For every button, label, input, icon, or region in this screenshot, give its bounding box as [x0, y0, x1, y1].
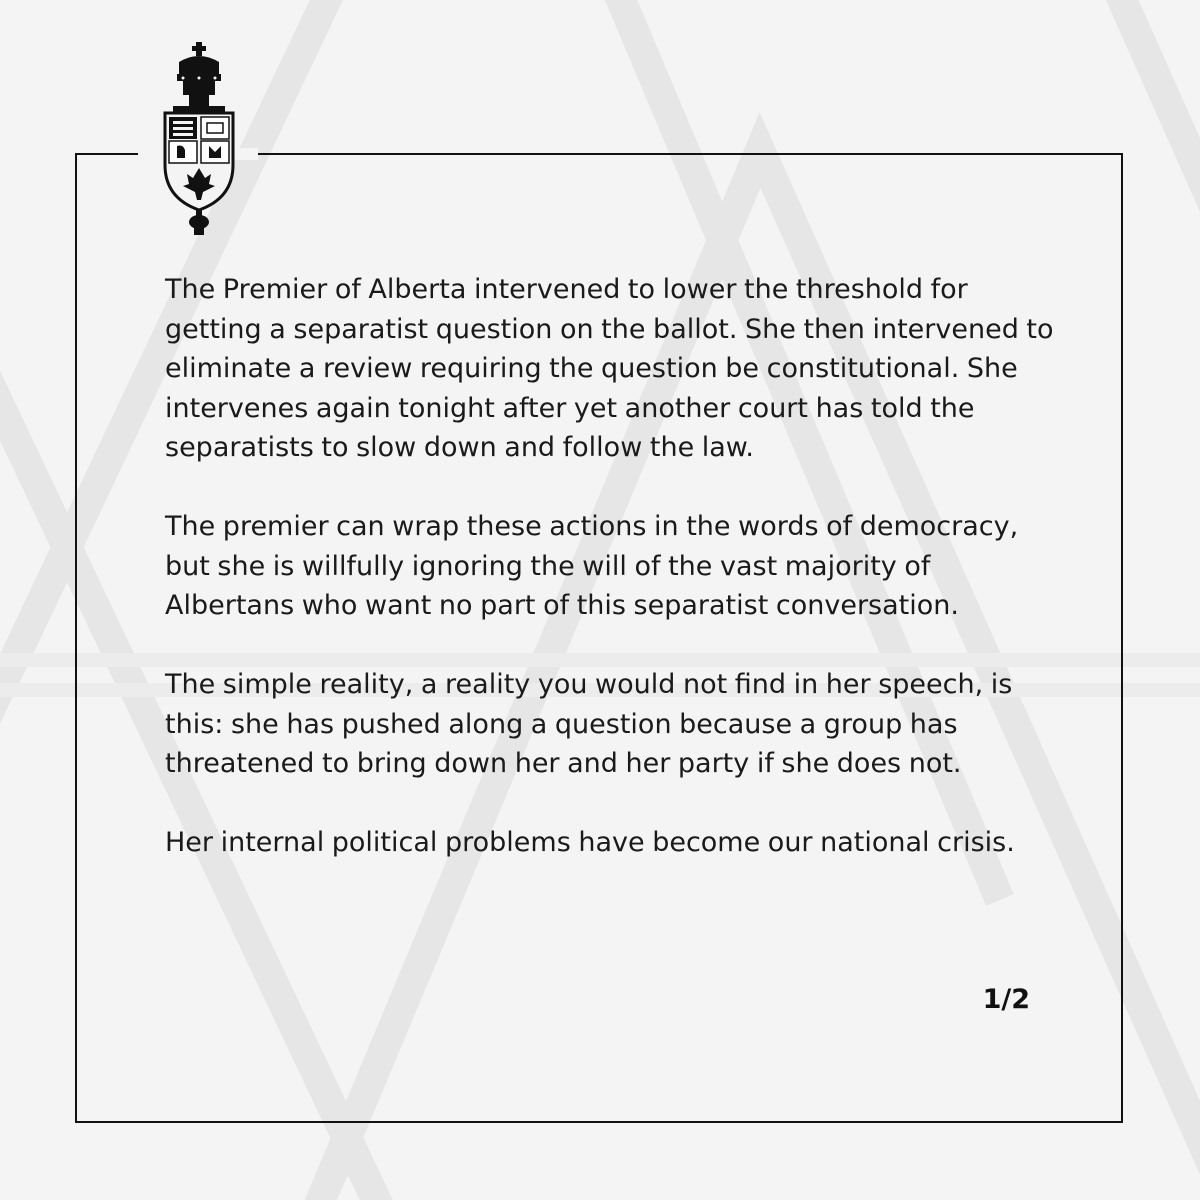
- canadian-coat-of-arms-icon: [153, 40, 245, 238]
- page-indicator: 1/2: [982, 984, 1030, 1015]
- statement-body: [165, 270, 1065, 902]
- statement-paragraph: The simple reality, a reality you would not find in her speech, is this: she has pushed along a question because a group has threatened to bring down her and her party if she does not.: [165, 669, 1013, 779]
- statement-paragraph: The Premier of Alberta intervened to lower the threshold for getting a separatist question on the ballot. She then intervened to eliminate a review requiring the question be constitutional. She intervenes again tonight after yet another court has told the separatists to slow down and follow the law.: [165, 274, 1054, 463]
- statement-paragraph: Her internal political problems have become our national crisis.: [165, 827, 1015, 858]
- statement-paragraph: The premier can wrap these actions in the words of democracy, but she is willfully ignoring the will of the vast majority of Albertans who want no part of this separatist conversation.: [165, 511, 1019, 621]
